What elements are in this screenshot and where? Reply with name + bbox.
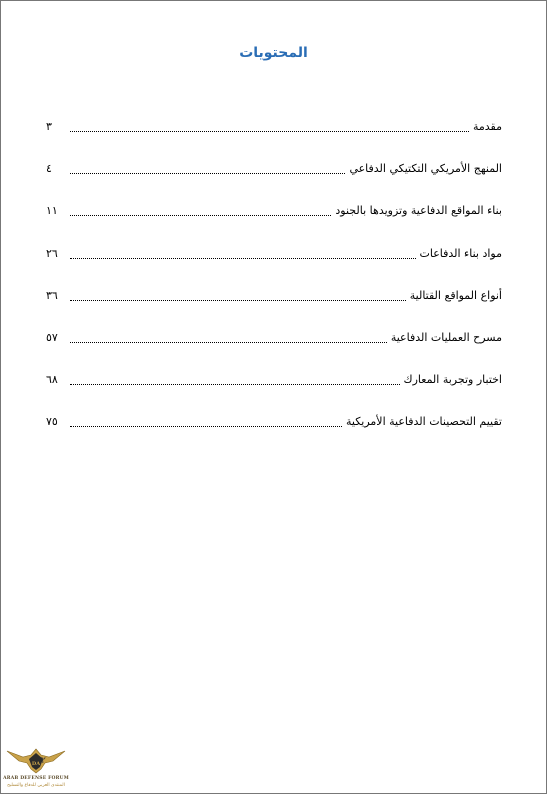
page-number: ٢ <box>41 756 46 766</box>
toc-entry-page: ١١ <box>46 204 58 218</box>
toc-entry-label: المنهج الأمريكي التكتيكي الدفاعي <box>349 162 502 176</box>
toc-leader-dots <box>70 384 400 385</box>
toc-entry-page: ٣٦ <box>46 288 58 302</box>
page-title: المحتويات <box>239 45 308 61</box>
toc-entry[interactable] <box>46 414 502 456</box>
toc-entry-label: مواد بناء الدفاعات <box>419 246 502 260</box>
table-of-contents <box>46 119 502 457</box>
logo-arabic-caption: المنتدى العربي للدفاع والتسليح <box>7 783 65 788</box>
toc-leader-dots <box>70 300 406 301</box>
toc-leader-dots <box>70 131 469 132</box>
toc-entry[interactable] <box>46 330 502 372</box>
toc-entry[interactable] <box>46 161 502 203</box>
toc-entry-page: ٥٧ <box>46 330 58 344</box>
toc-entry-label: اختبار وتجربة المعارك <box>403 373 502 387</box>
eagle-emblem-icon <box>3 745 69 777</box>
toc-entry[interactable] <box>46 119 502 161</box>
toc-entry-label: بناء المواقع الدفاعية وتزويدها بالجنود <box>335 204 502 218</box>
toc-leader-dots <box>70 215 331 216</box>
toc-entry[interactable] <box>46 246 502 288</box>
toc-entry[interactable] <box>46 203 502 245</box>
toc-entry-page: ٣ <box>46 120 52 133</box>
toc-entry-page: ٦٨ <box>46 373 58 387</box>
toc-entry-page: ٢٦ <box>46 246 58 260</box>
toc-entry-label: تقييم التحصينات الدفاعية الأمريكية <box>345 415 502 429</box>
toc-entry[interactable] <box>46 288 502 330</box>
logo-initials: DA <box>31 761 41 767</box>
toc-leader-dots <box>70 258 416 259</box>
toc-leader-dots <box>70 342 387 343</box>
toc-entry-label: أنواع المواقع القتالية <box>409 288 502 302</box>
toc-entry-page: ٧٥ <box>46 415 58 429</box>
toc-entry-page: ٤ <box>46 162 52 176</box>
toc-leader-dots <box>70 426 342 427</box>
logo-caption: ARAB DEFENSE FORUM <box>3 776 69 781</box>
toc-entry[interactable] <box>46 372 502 414</box>
forum-logo-watermark <box>3 745 69 793</box>
toc-leader-dots <box>70 173 345 174</box>
toc-entry-label: مسرح العمليات الدفاعية <box>390 330 502 344</box>
toc-entry-label: مقدمة <box>472 120 502 133</box>
